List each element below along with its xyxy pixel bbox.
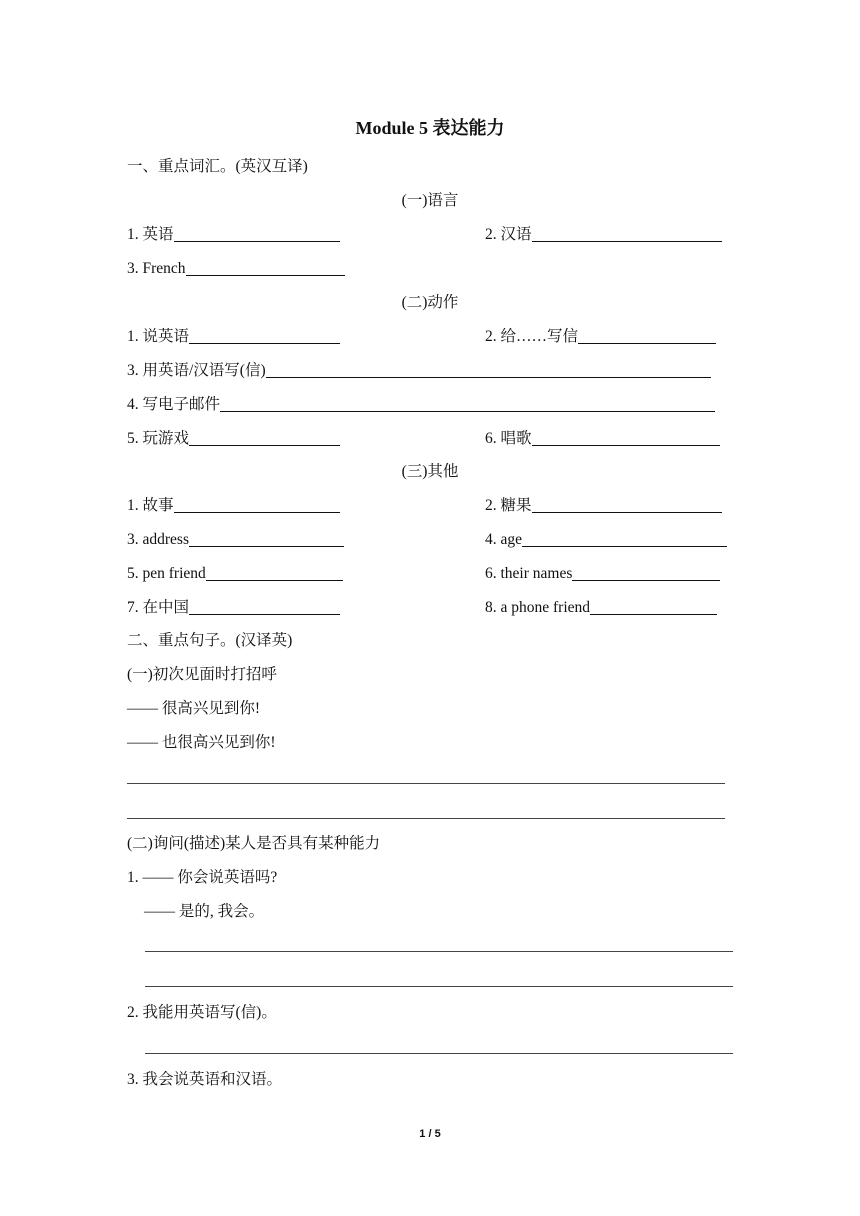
vocab-item: 6. their names (485, 564, 720, 584)
answer-blank[interactable] (532, 496, 722, 513)
group-label-languages: (一)语言 (401, 192, 459, 209)
answer-blank[interactable] (186, 259, 345, 276)
answer-blank[interactable] (174, 496, 340, 513)
vocab-item: 2. 汉语 (485, 225, 722, 245)
answer-blank[interactable] (572, 564, 720, 581)
answer-blank[interactable] (189, 327, 340, 344)
question-line: 3. 我会说英语和汉语。 (127, 1071, 283, 1088)
vocab-item: 6. 唱歌 (485, 429, 720, 449)
vocab-item: 8. a phone friend (485, 598, 717, 618)
answer-blank[interactable] (220, 395, 715, 412)
vocab-item: 4. age (485, 530, 727, 550)
answer-line[interactable] (145, 1053, 733, 1054)
vocab-item: 2. 糖果 (485, 496, 722, 516)
group-label-actions: (二)动作 (401, 294, 459, 311)
section2-heading: 二、重点句子。(汉译英) (127, 632, 293, 649)
vocab-item: 1. 说英语 (127, 327, 340, 347)
answer-blank[interactable] (578, 327, 716, 344)
answer-line[interactable] (145, 986, 733, 987)
page-number: 1 / 5 (419, 1128, 441, 1140)
question-line: 2. 我能用英语写(信)。 (127, 1004, 277, 1021)
vocab-item: 4. 写电子邮件 (127, 395, 715, 415)
vocab-item: 3. address (127, 530, 344, 550)
answer-line[interactable] (127, 818, 725, 819)
answer-blank[interactable] (590, 598, 717, 615)
part2-label: (二)询问(描述)某人是否具有某种能力 (127, 835, 381, 852)
dialogue-line: —— 也很高兴见到你! (127, 734, 276, 751)
answer-blank[interactable] (532, 429, 720, 446)
group-label-others: (三)其他 (401, 463, 459, 480)
dialogue-line: —— 是的, 我会。 (144, 903, 265, 920)
answer-blank[interactable] (174, 225, 340, 242)
vocab-item: 5. pen friend (127, 564, 343, 584)
vocab-item: 1. 英语 (127, 225, 340, 245)
dialogue-line: —— 很高兴见到你! (127, 700, 261, 717)
page-title: Module 5 表达能力 (355, 118, 505, 138)
vocab-item: 5. 玩游戏 (127, 429, 340, 449)
answer-blank[interactable] (266, 361, 711, 378)
answer-line[interactable] (127, 783, 725, 784)
question-line: 1. —— 你会说英语吗? (127, 869, 278, 886)
answer-blank[interactable] (206, 564, 343, 581)
answer-blank[interactable] (189, 530, 344, 547)
answer-blank[interactable] (189, 598, 340, 615)
section1-heading: 一、重点词汇。(英汉互译) (127, 158, 308, 175)
answer-blank[interactable] (522, 530, 727, 547)
part1-label: (一)初次见面时打招呼 (127, 666, 277, 683)
answer-blank[interactable] (532, 225, 722, 242)
answer-blank[interactable] (189, 429, 340, 446)
vocab-item: 7. 在中国 (127, 598, 340, 618)
answer-line[interactable] (145, 951, 733, 952)
vocab-item: 1. 故事 (127, 496, 340, 516)
vocab-item: 3. French (127, 259, 345, 279)
vocab-item: 2. 给……写信 (485, 327, 716, 347)
vocab-item: 3. 用英语/汉语写(信) (127, 361, 711, 381)
